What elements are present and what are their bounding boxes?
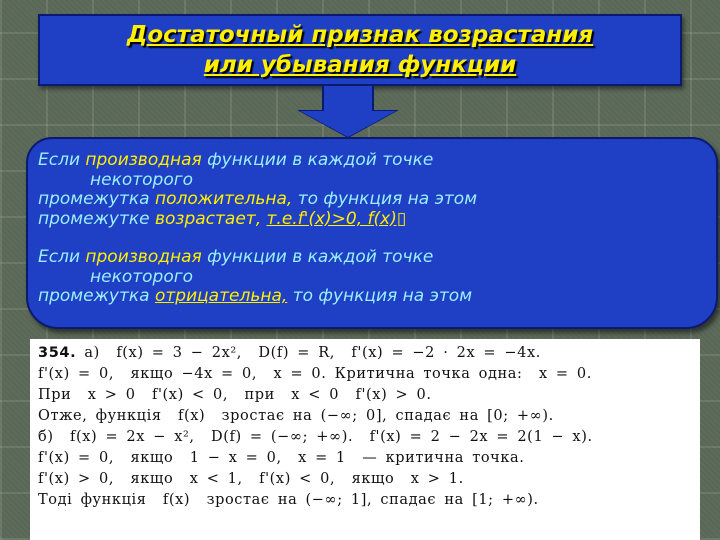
p1-text-1: Если	[38, 150, 86, 170]
solution-line-0	[38, 343, 700, 364]
p2-text-3: некоторого	[90, 266, 194, 287]
p1-positive-word: положительна,	[154, 189, 293, 209]
solution-line-7: Тоді функція f(x) зростає на (−∞; 1], спадає на [1; +∞).	[38, 492, 539, 508]
paragraph-decreasing	[38, 248, 702, 307]
title-banner	[38, 14, 682, 86]
paragraph-increasing	[38, 151, 702, 229]
p1-text-5: то функция на этом	[292, 189, 478, 209]
solution-scan	[30, 339, 700, 540]
solution-line-4: б) f(x) = 2x − x², D(f) = (−∞; +∞). f'(x) = 2 − 2x = 2(1 − x).	[38, 429, 593, 445]
p2-text-4: промежутка	[38, 286, 155, 306]
p2-text-5: то функция на этом	[287, 286, 473, 306]
down-arrow-icon	[300, 111, 396, 137]
p2-negative-word: отрицательна,	[154, 286, 288, 306]
solution-line-2: При x > 0 f'(x) < 0, при x < 0 f'(x) > 0.	[38, 387, 432, 403]
p1-increases-word: возрастает,	[155, 208, 262, 229]
solution-line-6: f'(x) > 0, якщо x < 1, f'(x) < 0, якщо x > 1.	[38, 471, 464, 487]
p1-formula: т.е.f'(x)>0, f(x)▯	[266, 208, 407, 229]
p1-text-3: некоторого	[90, 169, 194, 190]
p1-derivative-word: производная	[85, 150, 202, 170]
exercise-number: 354.	[38, 345, 77, 361]
solution-line-5: f'(x) = 0, якщо 1 − x = 0, x = 1 — критична точка.	[38, 450, 525, 466]
p1-text-6: промежутке	[38, 208, 155, 229]
theorem-box	[26, 137, 718, 329]
down-arrow-stem	[322, 86, 374, 112]
p1-text-4: промежутка	[38, 189, 155, 209]
solution-line-1: f'(x) = 0, якщо −4x = 0, x = 0. Критична точка одна: x = 0.	[38, 366, 592, 382]
solution-line-3: Отже, функція f(x) зростає на (−∞; 0], спадає на [0; +∞).	[38, 408, 554, 424]
title-line-2: или убывания функции	[203, 52, 517, 78]
p2-text-2: функции в каждой точке	[201, 247, 434, 267]
p1-text-2: функции в каждой точке	[201, 150, 434, 170]
solution-line-text: а) f(x) = 3 − 2x², D(f) = R, f'(x) = −2 · 2x = −4x.	[84, 345, 541, 361]
p2-derivative-word: производная	[85, 247, 202, 267]
p2-text-1: Если	[38, 247, 86, 267]
title-line-1: Достаточный признак возрастания	[126, 22, 594, 48]
